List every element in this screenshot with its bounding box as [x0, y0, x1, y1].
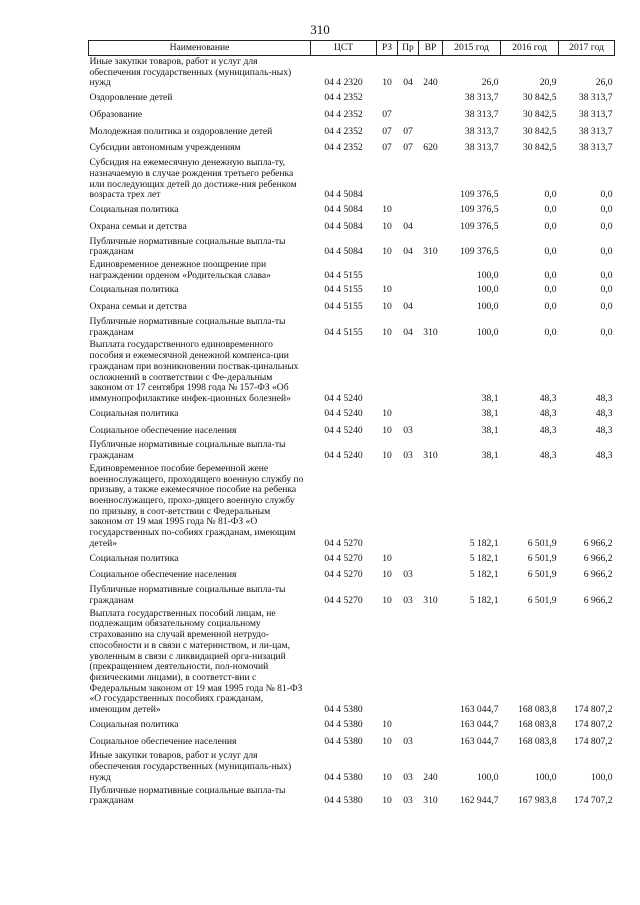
row-cst: 04 4 5240	[324, 407, 363, 419]
row-vr	[419, 717, 443, 734]
row-value-2015: 100,0	[476, 771, 499, 783]
row-value-2015: 5 182,1	[469, 594, 499, 606]
table-row	[89, 259, 615, 282]
row-value-2015: 163 044,7	[460, 718, 499, 730]
row-value-2016: 0,0	[544, 189, 557, 201]
row-pr	[398, 608, 419, 717]
table-body	[89, 56, 615, 809]
row-cst: 04 4 2352	[324, 108, 363, 120]
table-row	[89, 717, 615, 734]
row-rz: 10	[382, 424, 392, 436]
row-value-2015: 38,1	[481, 393, 499, 405]
row-name: Выплата государственного единовременного пособия и ежемесячной денежной компенса-ции гражданам при возникновении поствак-цинальных осложнений в соответствии с Фе-деральным законом от 17 сентября 1998 года № 157-ФЗ «Об иммунопрофилактике инфек-ционных болезней»	[89, 339, 299, 405]
row-vr	[419, 551, 443, 568]
row-name: Социальное обеспечение населения	[89, 735, 237, 747]
row-vr	[419, 608, 443, 717]
row-value-2015: 109 376,5	[460, 246, 499, 258]
row-value-2017: 174 807,2	[574, 735, 613, 747]
row-value-2015: 5 182,1	[469, 537, 499, 549]
row-cst: 04 4 5155	[324, 326, 363, 338]
row-pr: 07	[403, 125, 413, 137]
row-cst: 04 4 2352	[324, 92, 363, 104]
row-rz: 10	[382, 450, 392, 462]
row-rz: 10	[382, 718, 392, 730]
row-value-2015: 100,0	[476, 269, 499, 281]
row-value-2016: 0,0	[544, 301, 557, 313]
row-value-2017: 0,0	[600, 246, 613, 258]
budget-table	[88, 40, 615, 808]
row-vr	[419, 734, 443, 751]
row-name: Публичные нормативные социальные выпла-ты гражданам	[89, 315, 286, 338]
page-number: 310	[310, 22, 330, 37]
row-cst: 04 4 2352	[324, 142, 363, 154]
row-vr	[419, 463, 443, 551]
row-cst: 04 4 2352	[324, 125, 363, 137]
row-value-2017: 0,0	[600, 220, 613, 232]
row-pr	[398, 463, 419, 551]
row-value-2016: 168 083,8	[518, 704, 557, 716]
row-name: Единовременное денежное поощрение при награждении орденом «Родительская слава»	[89, 259, 271, 281]
header-vr: ВР	[419, 41, 443, 56]
table-row	[89, 282, 615, 299]
row-pr: 03	[403, 569, 413, 581]
table-row	[89, 316, 615, 339]
row-value-2015: 100,0	[476, 301, 499, 313]
row-pr: 03	[403, 795, 413, 807]
row-value-2016: 6 501,9	[527, 552, 557, 564]
table-row	[89, 439, 615, 462]
row-cst: 04 4 5380	[324, 771, 363, 783]
row-value-2016: 0,0	[544, 246, 557, 258]
row-cst: 04 4 5155	[324, 301, 363, 313]
row-name: Социальная политика	[89, 284, 179, 296]
row-pr: 03	[403, 771, 413, 783]
row-value-2015: 100,0	[476, 284, 499, 296]
row-vr	[419, 299, 443, 316]
row-cst: 04 4 5084	[324, 246, 363, 258]
row-pr: 04	[403, 220, 413, 232]
row-value-2015: 38,1	[481, 424, 499, 436]
row-value-2017: 48,3	[595, 407, 613, 419]
row-value-2017: 174 707,2	[574, 795, 613, 807]
row-value-2017: 48,3	[595, 393, 613, 405]
row-pr	[398, 282, 419, 299]
row-value-2016: 168 083,8	[518, 718, 557, 730]
table-row	[89, 785, 615, 808]
row-name: Социальная политика	[89, 718, 179, 730]
row-value-2016: 48,3	[539, 450, 557, 462]
table-row	[89, 299, 615, 316]
row-vr	[419, 423, 443, 440]
header-pr: Пр	[398, 41, 419, 56]
row-name: Охрана семьи и детства	[89, 301, 187, 313]
row-cst: 04 4 5240	[324, 450, 363, 462]
row-cst: 04 4 5084	[324, 204, 363, 216]
row-cst: 04 4 5270	[324, 569, 363, 581]
row-cst: 04 4 5084	[324, 220, 363, 232]
table-row	[89, 124, 615, 141]
row-value-2017: 48,3	[595, 424, 613, 436]
row-rz	[377, 259, 398, 282]
row-vr	[419, 157, 443, 202]
row-cst: 04 4 2320	[324, 77, 363, 89]
row-rz: 07	[382, 142, 392, 154]
row-pr	[398, 90, 419, 107]
table-row	[89, 107, 615, 124]
header-name: Наименование	[89, 41, 311, 56]
row-name: Субсидии автономным учреждениям	[89, 142, 241, 154]
row-rz: 10	[382, 284, 392, 296]
header-cst: ЦСТ	[311, 41, 377, 56]
row-rz: 10	[382, 552, 392, 564]
row-value-2016: 30 842,5	[522, 92, 557, 104]
row-rz: 10	[382, 407, 392, 419]
row-cst: 04 4 5240	[324, 424, 363, 436]
row-name: Молодежная политика и оздоровление детей	[89, 125, 273, 137]
row-value-2016: 100,0	[534, 771, 557, 783]
row-rz: 10	[382, 246, 392, 258]
row-value-2017: 0,0	[600, 301, 613, 313]
row-vr	[419, 406, 443, 423]
row-vr: 620	[423, 142, 438, 154]
row-rz: 10	[382, 301, 392, 313]
row-cst: 04 4 5380	[324, 704, 363, 716]
row-cst: 04 4 5240	[324, 393, 363, 405]
row-cst: 04 4 5155	[324, 269, 363, 281]
row-name: Социальная политика	[89, 407, 179, 419]
row-value-2017: 38 313,7	[578, 108, 613, 120]
row-cst: 04 4 5270	[324, 537, 363, 549]
row-pr: 04	[403, 326, 413, 338]
row-rz: 10	[382, 220, 392, 232]
header-rz: РЗ	[377, 41, 398, 56]
row-value-2016: 48,3	[539, 424, 557, 436]
row-vr: 240	[423, 77, 438, 89]
row-pr	[398, 551, 419, 568]
row-vr	[419, 202, 443, 219]
row-vr: 310	[423, 594, 438, 606]
row-pr: 03	[403, 594, 413, 606]
row-value-2016: 6 501,9	[527, 594, 557, 606]
row-value-2015: 38 313,7	[464, 92, 499, 104]
row-name: Выплата государственных пособий лицам, не подлежащим обязательному социальному страхованию на случай временной нетрудо-способности и в связи с материнством, и ли-цам, уволенным в связи с ликвидацией орга-низаций (прекращением деятельности, пол-номочий физическими лицами), в соответст-вии с Федеральным законом от 19 мая 1995 года № 81-ФЗ «О государственных пособиях гражданам, имеющим детей»	[89, 607, 303, 716]
row-value-2017: 174 807,2	[574, 704, 613, 716]
row-name: Социальное обеспечение населения	[89, 424, 237, 436]
row-value-2015: 38 313,7	[464, 108, 499, 120]
row-vr: 310	[423, 795, 438, 807]
row-rz: 10	[382, 594, 392, 606]
row-vr: 240	[423, 771, 438, 783]
row-value-2016: 30 842,5	[522, 125, 557, 137]
row-name: Публичные нормативные социальные выпла-ты гражданам	[89, 235, 286, 258]
row-rz: 10	[382, 735, 392, 747]
header-2017: 2017 год	[559, 41, 615, 56]
row-value-2016: 0,0	[544, 269, 557, 281]
row-rz	[377, 339, 398, 405]
table-row	[89, 140, 615, 157]
row-vr	[419, 107, 443, 124]
row-value-2015: 100,0	[476, 326, 499, 338]
row-value-2017: 0,0	[600, 284, 613, 296]
row-name: Единовременное пособие беременной жене военнослужащего, проходящего военную службу по призыву, а также ежемесячное пособие на ребенка военнослужащего, прохо-дящего военную службу по призыву, в соот-ветствии с Федеральным законом от 19 мая 1995 года № 81-ФЗ «О государственных по-собиях гражданам, имеющим детей»	[89, 462, 304, 549]
row-vr: 310	[423, 246, 438, 258]
row-value-2017: 26,0	[595, 77, 613, 89]
row-vr: 310	[423, 450, 438, 462]
row-value-2017: 100,0	[590, 771, 613, 783]
row-pr	[398, 107, 419, 124]
row-value-2016: 20,9	[539, 77, 557, 89]
row-value-2017: 174 807,2	[574, 718, 613, 730]
table-row	[89, 219, 615, 236]
row-rz: 10	[382, 326, 392, 338]
row-rz	[377, 90, 398, 107]
row-pr	[398, 339, 419, 405]
row-value-2016: 30 842,5	[522, 142, 557, 154]
row-value-2017: 0,0	[600, 326, 613, 338]
row-name: Оздоровление детей	[89, 92, 173, 104]
row-pr: 04	[403, 77, 413, 89]
row-value-2016: 0,0	[544, 326, 557, 338]
row-name: Публичные нормативные социальные выпла-ты гражданам	[89, 439, 286, 462]
row-vr	[419, 90, 443, 107]
table-row	[89, 157, 615, 202]
table-row	[89, 463, 615, 551]
row-vr	[419, 282, 443, 299]
row-value-2016: 48,3	[539, 393, 557, 405]
row-value-2016: 0,0	[544, 204, 557, 216]
row-cst: 04 4 5270	[324, 552, 363, 564]
header-2016: 2016 год	[501, 41, 559, 56]
row-cst: 04 4 5270	[324, 594, 363, 606]
row-pr: 04	[403, 301, 413, 313]
table-row	[89, 90, 615, 107]
row-vr: 310	[423, 326, 438, 338]
row-value-2015: 38 313,7	[464, 125, 499, 137]
row-value-2015: 109 376,5	[460, 204, 499, 216]
row-value-2015: 26,0	[481, 77, 499, 89]
row-value-2017: 38 313,7	[578, 92, 613, 104]
row-name: Социальное обеспечение населения	[89, 569, 237, 581]
table-header-row	[89, 41, 615, 56]
row-value-2015: 5 182,1	[469, 569, 499, 581]
row-pr: 03	[403, 735, 413, 747]
row-value-2016: 168 083,8	[518, 735, 557, 747]
row-pr	[398, 259, 419, 282]
row-value-2015: 109 376,5	[460, 189, 499, 201]
row-cst: 04 4 5084	[324, 189, 363, 201]
row-pr	[398, 157, 419, 202]
row-rz	[377, 608, 398, 717]
table-row	[89, 551, 615, 568]
row-rz	[377, 463, 398, 551]
row-value-2016: 0,0	[544, 284, 557, 296]
row-value-2015: 109 376,5	[460, 220, 499, 232]
row-rz: 10	[382, 204, 392, 216]
row-value-2015: 162 944,7	[460, 795, 499, 807]
table-row	[89, 567, 615, 584]
row-value-2016: 30 842,5	[522, 108, 557, 120]
row-vr	[419, 259, 443, 282]
row-pr	[398, 406, 419, 423]
row-cst: 04 4 5380	[324, 795, 363, 807]
row-pr	[398, 717, 419, 734]
row-value-2015: 38,1	[481, 450, 499, 462]
row-value-2017: 6 966,2	[583, 594, 613, 606]
row-pr	[398, 202, 419, 219]
row-value-2017: 38 313,7	[578, 125, 613, 137]
row-value-2016: 167 983,8	[518, 795, 557, 807]
row-name: Публичные нормативные социальные выпла-ты гражданам	[89, 584, 286, 606]
row-name: Охрана семьи и детства	[89, 220, 187, 232]
table-row	[89, 406, 615, 423]
row-value-2015: 163 044,7	[460, 735, 499, 747]
row-value-2015: 5 182,1	[469, 552, 499, 564]
row-rz: 07	[382, 108, 392, 120]
row-cst: 04 4 5380	[324, 718, 363, 730]
row-pr: 03	[403, 450, 413, 462]
table-row	[89, 423, 615, 440]
row-vr	[419, 219, 443, 236]
row-cst: 04 4 5155	[324, 284, 363, 296]
row-value-2017: 0,0	[600, 204, 613, 216]
row-value-2017: 6 966,2	[583, 569, 613, 581]
row-rz: 10	[382, 795, 392, 807]
row-value-2016: 48,3	[539, 407, 557, 419]
row-name: Иные закупки товаров, работ и услуг для обеспечения государственных (муниципаль-ных) нужд	[89, 750, 292, 783]
row-value-2017: 38 313,7	[578, 142, 613, 154]
table-row	[89, 56, 615, 91]
table-row	[89, 339, 615, 405]
table-row	[89, 584, 615, 607]
row-vr	[419, 124, 443, 141]
row-rz: 10	[382, 77, 392, 89]
row-rz: 07	[382, 125, 392, 137]
row-value-2015: 38,1	[481, 407, 499, 419]
row-name: Образование	[89, 108, 143, 120]
row-rz	[377, 157, 398, 202]
row-vr	[419, 339, 443, 405]
row-name: Субсидия на ежемесячную денежную выпла-ту, назначаемую в случае рождения третьего ребенка или последующих детей до достиже-ния ребенком возраста трех лет	[89, 157, 297, 201]
table-row	[89, 202, 615, 219]
row-value-2017: 0,0	[600, 269, 613, 281]
row-pr: 04	[403, 246, 413, 258]
row-name: Социальная политика	[89, 552, 179, 564]
row-name: Социальная политика	[89, 204, 179, 216]
row-name: Публичные нормативные социальные выпла-ты гражданам	[89, 784, 286, 807]
row-value-2016: 6 501,9	[527, 537, 557, 549]
row-rz: 10	[382, 569, 392, 581]
row-value-2016: 6 501,9	[527, 569, 557, 581]
row-value-2017: 6 966,2	[583, 537, 613, 549]
row-value-2017: 0,0	[600, 189, 613, 201]
row-value-2017: 6 966,2	[583, 552, 613, 564]
table-row	[89, 608, 615, 717]
row-rz: 10	[382, 771, 392, 783]
row-cst: 04 4 5380	[324, 735, 363, 747]
row-pr: 03	[403, 424, 413, 436]
table-row	[89, 734, 615, 751]
table-row	[89, 750, 615, 784]
row-value-2016: 0,0	[544, 220, 557, 232]
row-value-2015: 38 313,7	[464, 142, 499, 154]
row-pr: 07	[403, 142, 413, 154]
header-2015: 2015 год	[443, 41, 501, 56]
row-value-2017: 48,3	[595, 450, 613, 462]
row-value-2015: 163 044,7	[460, 704, 499, 716]
table-row	[89, 236, 615, 259]
row-vr	[419, 567, 443, 584]
row-name: Иные закупки товаров, работ и услуг для обеспечения государственных (муниципаль-ных) нужд	[89, 56, 292, 89]
